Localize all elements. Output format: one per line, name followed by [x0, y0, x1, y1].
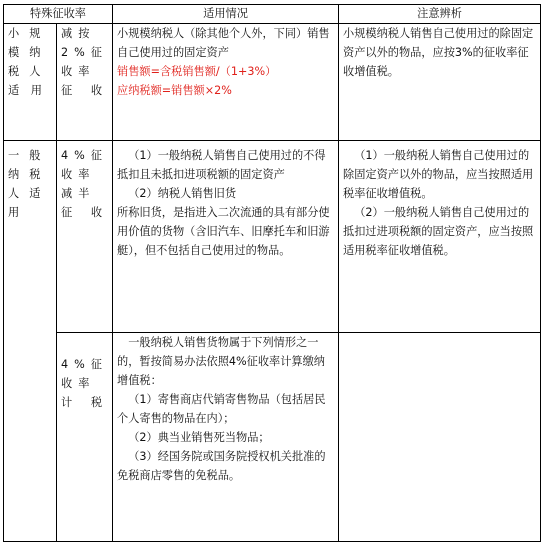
- applicable-text: （3）经国务院或国务院授权机关批准的免税商店零售的免税品。: [117, 450, 326, 482]
- rate-cell: 减按2%征收率征收: [57, 24, 113, 141]
- applicable-text: （2）典当业销售死当物品；: [128, 431, 270, 444]
- applicable-text: 所称旧货，是指进入二次流通的具有部分使用价值的货物（含旧汽车、旧摩托车和旧游艇），但不包括自己使用过的物品。: [117, 206, 330, 257]
- rate-cell: 4%征收率减半征收: [57, 141, 113, 333]
- rate-cell: 4%征收率计税: [57, 333, 113, 542]
- header-applicable: 适用情况: [113, 5, 339, 24]
- formula-tax: 应纳税额=销售额×2%: [117, 84, 232, 97]
- applicable-cell: [113, 24, 339, 141]
- applicable-cell: [113, 141, 339, 333]
- category-small-scale: 小规模纳税人适用: [4, 24, 57, 141]
- applicable-text: （1）寄售商店代销寄售物品（包括居民个人寄售的物品在内）；: [117, 393, 326, 425]
- table-row: [4, 333, 541, 542]
- applicable-text: （1）一般纳税人销售自己使用过的不得抵扣且未抵扣进项税额的固定资产: [117, 149, 326, 181]
- applicable-cell: [113, 333, 339, 542]
- applicable-text: 一般纳税人销售货物属于下列情形之一的，暂按简易办法依照4%征收率计算缴纳增值税：: [117, 336, 325, 387]
- note-cell: [339, 24, 541, 141]
- header-notes: 注意辨析: [339, 5, 541, 24]
- header-special-rate: 特殊征收率: [4, 5, 113, 24]
- note-text: 小规模纳税人销售自己使用过的除固定资产以外的物品，应按3%的征收率征收增值税。: [343, 27, 534, 78]
- table-row: [4, 24, 541, 141]
- note-text: （2）一般纳税人销售自己使用过的抵扣过进项税额的固定资产，应当按照适用税率征收增值税。: [343, 206, 534, 257]
- applicable-text: 小规模纳税人（除其他个人外，下同）销售自己使用过的固定资产: [117, 27, 330, 59]
- note-cell-empty: [339, 333, 541, 542]
- formula-sales: 销售额=含税销售额/（1+3%）: [117, 65, 277, 78]
- applicable-text: （2）纳税人销售旧货: [128, 187, 237, 200]
- special-rate-table: [3, 4, 541, 542]
- category-general: 一般纳税人适用: [4, 141, 57, 542]
- note-cell: [339, 141, 541, 333]
- table-row: [4, 141, 541, 333]
- note-text: （1）一般纳税人销售自己使用过的除固定资产以外的物品，应当按照适用税率征收增值税。: [343, 149, 534, 200]
- table-header-row: [4, 5, 541, 24]
